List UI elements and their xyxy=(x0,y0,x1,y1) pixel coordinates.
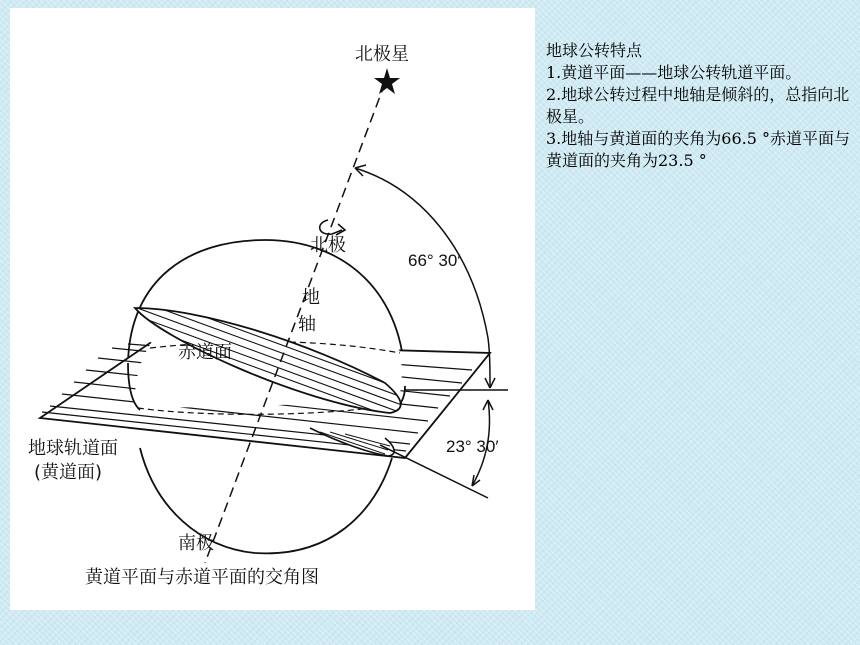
notes-panel xyxy=(546,40,858,172)
angle-23-label: 23° 30′ xyxy=(446,437,499,456)
south-pole-label: 南极 xyxy=(178,533,214,554)
angle-66-label: 66° 30′ xyxy=(408,251,461,270)
axis-label-char-1: 地 xyxy=(302,287,320,308)
notes-heading: 地球公转特点 xyxy=(546,41,643,60)
north-pole-label: 北极 xyxy=(310,235,346,256)
notes-point-2: 2.地球公转过程中地轴是倾斜的，总指向北极星。 xyxy=(546,85,850,126)
ecliptic-plane-label: (黄道面) xyxy=(34,462,103,483)
notes-point-3: 3.地轴与黄道面的夹角为66.5 °赤道平面与黄道面的夹角为23.5 ° xyxy=(546,129,850,170)
north-star-label: 北极星 xyxy=(355,44,409,65)
equator-plane-label: 赤道面 xyxy=(178,342,232,363)
ecliptic-equator-diagram xyxy=(10,8,535,610)
orbit-plane-label: 地球轨道面 xyxy=(28,438,118,459)
diagram-panel xyxy=(10,8,535,610)
north-star-icon xyxy=(374,68,400,94)
axis-label-char-2: 轴 xyxy=(298,314,316,335)
notes-point-1: 1.黄道平面——地球公转轨道平面。 xyxy=(546,63,802,82)
figure-caption: 黄道平面与赤道平面的交角图 xyxy=(85,567,319,588)
